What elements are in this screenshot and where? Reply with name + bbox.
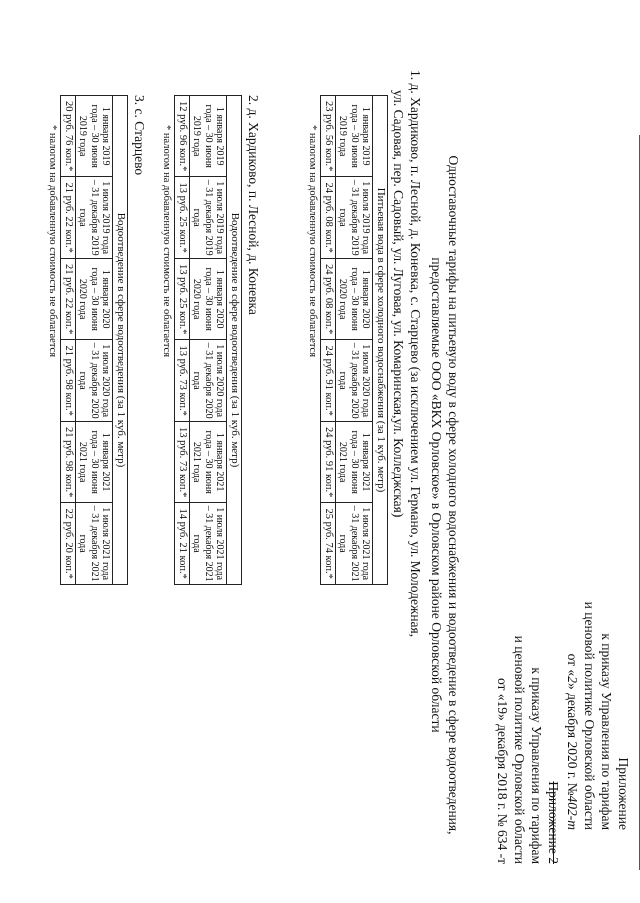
period-cell: 1 июля 2021 года – 31 декабря 2021 года bbox=[336, 503, 374, 585]
period-cell: 1 января 2021 года – 30 июня 2021 года bbox=[76, 421, 114, 502]
tariff-value: 20 руб. 76 коп.* bbox=[61, 96, 76, 177]
tariff-value: 22 руб. 20 коп.* bbox=[61, 503, 76, 585]
appendix-prior-line1: к приказу Управления по тарифам bbox=[529, 667, 544, 864]
period-cell: 1 января 2020 года – 30 июня 2020 года bbox=[190, 258, 228, 339]
period-cell: 1 июля 2020 года – 31 декабря 2020 года bbox=[190, 340, 228, 422]
tariff-value: 21 руб. 22 коп.* bbox=[61, 258, 76, 339]
tariff-value: 14 руб. 21 коп.* bbox=[175, 503, 190, 585]
section-2-table-wrap bbox=[161, 95, 243, 585]
tariff-value: 23 руб. 56 коп.* bbox=[321, 96, 336, 177]
tariff-value: 21 руб. 98 коп.* bbox=[61, 421, 76, 502]
tariff-value: 24 руб. 91 коп.* bbox=[321, 421, 336, 502]
tariff-value: 13 руб. 73 коп.* bbox=[175, 340, 190, 422]
appendix-prior bbox=[494, 514, 562, 864]
section-3-caption: Водоотведение в сфере водоотведения (за 1 куб. метр) bbox=[113, 96, 128, 585]
tariff-value: 24 руб. 08 коп.* bbox=[321, 258, 336, 339]
section-2-note: * налогом на добавленную стоимость не облагается bbox=[161, 125, 173, 358]
heading-line2: предоставляемые ООО «ВКХ Орловское» в Орловском районе Орловской области bbox=[429, 257, 444, 733]
period-cell: 1 января 2020 года – 30 июня 2020 года bbox=[336, 258, 374, 339]
appendix-current-line2: и ценовой политике Орловской области bbox=[582, 601, 597, 830]
appendix-current-title: Приложение bbox=[616, 757, 631, 830]
document-heading bbox=[428, 150, 462, 840]
section-2-table bbox=[175, 95, 243, 585]
period-cell: 1 июля 2020 года – 31 декабря 2020 года bbox=[76, 340, 114, 422]
appendix-current bbox=[564, 500, 632, 830]
appendix-prior-line2: и ценовой политике Орловской области bbox=[512, 635, 527, 864]
tariff-value: 13 руб. 73 коп.* bbox=[175, 421, 190, 502]
section-2-title: 2. д. Хардиково, п. Лесной, д. Коневка bbox=[246, 95, 261, 315]
period-cell: 1 января 2019 года – 30 июня 2019 года bbox=[336, 96, 374, 177]
appendix-current-day: 2 bbox=[565, 676, 580, 683]
section-1-title: 1. д. Хардиково, п. Лесной, д. Коневка, с. Старцево (за исключением ул. Германо, ул. Молодежная, ул. Садовая, пер. Садовый, ул. Луговая, ул. Комаринская,ул. Колледжская) bbox=[391, 70, 423, 638]
appendix-prior-line3: от «19» декабря 2018 г. № 634 -т bbox=[495, 677, 510, 864]
period-cell: 1 июля 2020 года – 31 декабря 2020 года bbox=[336, 340, 374, 422]
period-cell: 1 января 2021 года – 30 июня 2021 года bbox=[190, 421, 228, 502]
tariff-value: 21 руб. 98 коп.* bbox=[61, 340, 76, 422]
appendix-current-line1: к приказу Управления по тарифам bbox=[599, 633, 614, 830]
section-3-table bbox=[61, 95, 129, 585]
tariff-value: 13 руб. 25 коп.* bbox=[175, 258, 190, 339]
tariff-value: 13 руб. 25 коп.* bbox=[175, 177, 190, 259]
appendix-current-line3: от «2» декабря 2020 г. №402-т bbox=[565, 653, 580, 830]
section-1-table bbox=[321, 95, 389, 585]
section-2-caption: Водоотведение в сфере водоотведения (за 1 куб. метр) bbox=[227, 96, 242, 585]
period-cell: 1 июля 2021 года – 31 декабря 2021 года bbox=[76, 503, 114, 585]
section-1-caption: Питьевая вода в сфере холодного водоснабжения (за 1 куб. метр) bbox=[373, 96, 388, 585]
section-3-table-wrap bbox=[47, 95, 129, 585]
section-1-note: * налогом на добавленную стоимость не облагается bbox=[307, 125, 319, 358]
period-cell: 1 января 2019 года – 30 июня 2019 года bbox=[76, 96, 114, 177]
heading-line1: Одноставочные тарифы на питьевую воду в сфере холодного водоснабжения и водоотведение в сфере водоотведения, bbox=[446, 155, 461, 835]
period-cell: 1 июля 2019 года – 31 декабря 2019 года bbox=[336, 177, 374, 259]
section-1-table-wrap bbox=[307, 95, 389, 585]
period-cell: 1 июля 2021 года – 31 декабря 2021 года bbox=[190, 503, 228, 585]
period-cell: 1 января 2020 года – 30 июня 2020 года bbox=[76, 258, 114, 339]
appendix-current-number: 402-т bbox=[565, 795, 580, 830]
period-cell: 1 января 2019 года – 30 июня 2019 года bbox=[190, 96, 228, 177]
period-cell: 1 июля 2019 года – 31 декабря 2019 года bbox=[190, 177, 228, 259]
period-cell: 1 июля 2019 года – 31 декабря 2019 года bbox=[76, 177, 114, 259]
tariff-value: 24 руб. 08 коп.* bbox=[321, 177, 336, 259]
period-cell: 1 января 2021 года – 30 июня 2021 года bbox=[336, 421, 374, 502]
tariff-value: 12 руб. 96 коп.* bbox=[175, 96, 190, 177]
tariff-value: 25 руб. 74 коп.* bbox=[321, 503, 336, 585]
section-3-note: * налогом на добавленную стоимость не облагается bbox=[47, 125, 59, 358]
appendix-prior-title: Приложение 2 bbox=[546, 781, 561, 864]
tariff-value: 24 руб. 91 коп.* bbox=[321, 340, 336, 422]
section-3-title: 3. с. Старцево bbox=[132, 95, 147, 176]
tariff-value: 21 руб. 22 коп.* bbox=[61, 177, 76, 259]
